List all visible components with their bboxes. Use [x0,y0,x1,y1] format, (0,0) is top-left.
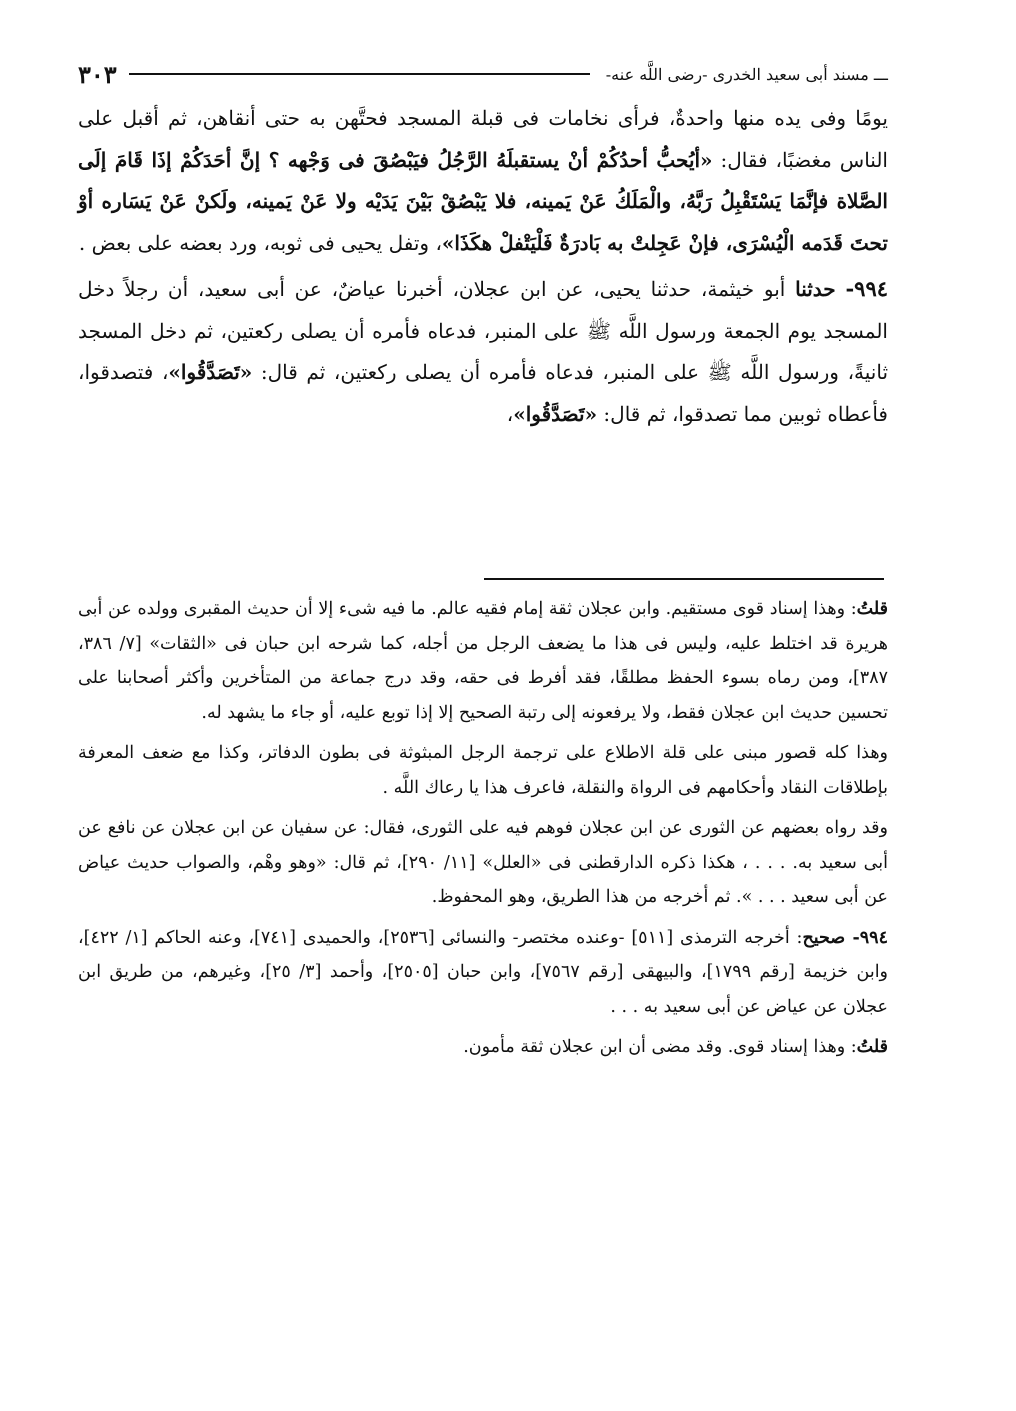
narrative-text: أبو خيثمة، حدثنا يحيى، عن ابن عجلان، أخبرنا عياضٌ، عن أبى سعيد، أن رجلاً دخل المسجد يوم الجمعة ورسول اللَّه ﷺ على المنبر، فدعاه فأمره أن يصلى ركعتين، ثم دخل المسجد ثانيةً، ورسول اللَّه ﷺ على المنبر، فدعاه فأمره أن يصلى ركعتين، ثم قال: [78,277,889,384]
prophetic-quote: «تَصَدَّقُوا» [513,401,598,426]
note-label: ٩٩٤- صحيح [802,927,888,948]
page-number: ٣٠٣ [78,59,117,89]
prophetic-quote: «أيُحبُّ أحدُكُمْ أنْ يستقبلَهُ الرَّجُلُ فيَبْصُقَ فى وَجْهه ؟ إنَّ أحَدَكُمْ إذَا قَامَ إلَى الصَّلاة فإنَّمَا يَسْتَقْبِلُ رَبَّهُ، والْمَلَكُ عَنْ يَمينه، فلا يَبْصُقْ بَيْنَ يَدَيْه ولا عَنْ يَمينه، ولَكنْ عَنْ يَسَاره أوْ تحتَ قَدَمه الْيُسْرَى، فإنْ عَجِلتْ به بَادرَةٌ فَلْيَتْفلْ هكَذَا» [78,147,888,255]
header-rule [129,73,590,75]
note-label: قلتُ [856,599,888,619]
prophetic-quote: «تَصَدَّقُوا» [168,360,253,384]
hadith-994 [78,268,888,435]
narrative-text: يومًا وفى يده منها واحدةٌ، فرأى نخامات فى قبلة المسجد فحتَّهن به حتى أنقاهن، ثم أقبل على الناس مغضبًا، فقال: [78,106,888,172]
narrative-text: ، [506,401,514,426]
note-text: : وهذا إسناد قوى مستقيم. وابن عجلان ثقة إمام فقيه عالم. ما فيه شىء إلا أن حديث المقبرى وولده عن أبى هريرة قد اختلط عليه، وليس فى هذا ما يضعف الرجل من أجله، كما شرحه ابن حبان فى «الثقات» [٧/ ٣٨٦، ٣٨٧]، ومن رماه بسوء الحفظ مطلقًا، فقد أفرط فى حقه، وقد درج جماعة من المتأخرين وأكثر أصحابنا على تحسين حديث ابن عجلان فقط، ولا يرفعونه إلى رتبة الصحيح إلا إذا توبع عليه، أو جاء ما يشهد له. [78,599,888,723]
hadith-lead-word: حدثنا [795,277,836,301]
narrative-text: ، وتفل يحيى فى ثوبه، ورد بعضه على بعض . [78,230,442,255]
note-label: قلتُ [856,1037,888,1057]
note-3: وقد رواه بعضهم عن الثورى عن ابن عجلان فوهم فيه على الثورى، فقال: عن سفيان عن ابن عجلان عن نافع عن أبى سعيد به. . . . ، هكذا ذكره الدارقطنى فى «العلل» [١١/ ٢٩٠]، ثم قال: «وهو وهْم، والصواب حديث عياض عن أبى سعيد . . . ». ثم أخرجه من هذا الطريق، وهو المحفوظ. [78,818,888,907]
running-header [78,58,888,90]
note-1 [78,592,888,730]
note-2: وهذا كله قصور مبنى على قلة الاطلاع على ترجمة الرجل المبثوثة فى بطون الدفاتر، وكذا مع ضعف المعرفة بإطلاقات النقاد وأحكامهم فى الرواة والنقلة، فاعرف هذا يا رعاك اللَّه . [78,743,888,798]
note-text: : أخرجه الترمذى [٥١١] -وعنده مختصر- والنسائى [٢٥٣٦]، والحميدى [٧٤١]، وعنه الحاكم [١/ ٤٢٢]، وابن خزيمة [رقم ١٧٩٩]، والبيهقى [رقم ٧٥٦٧]، وابن حبان [٢٥٠٥]، وأحمد [٣/ ٢٥]، وغيرهم، من طريق ابن عجلان عن عياض عن أبى سعيد به . . . [78,927,889,1017]
running-title: ـــ مسند أبى سعيد الخدرى -رضى اللَّه عنه- [605,64,888,84]
hadith-number: ٩٩٤- [845,276,889,301]
footnotes [78,592,888,1071]
narrative-text: ، فتصدقوا، فأعطاه ثوبين مما تصدقوا، ثم قال: [78,360,888,426]
footnote-rule [484,578,884,580]
note-text: : وهذا إسناد قوى. وقد مضى أن ابن عجلان ثقة مأمون. [463,1037,857,1057]
main-text [78,98,888,435]
hadith-993-continuation [78,98,888,264]
note-4 [78,921,888,1025]
note-5 [78,1030,888,1065]
